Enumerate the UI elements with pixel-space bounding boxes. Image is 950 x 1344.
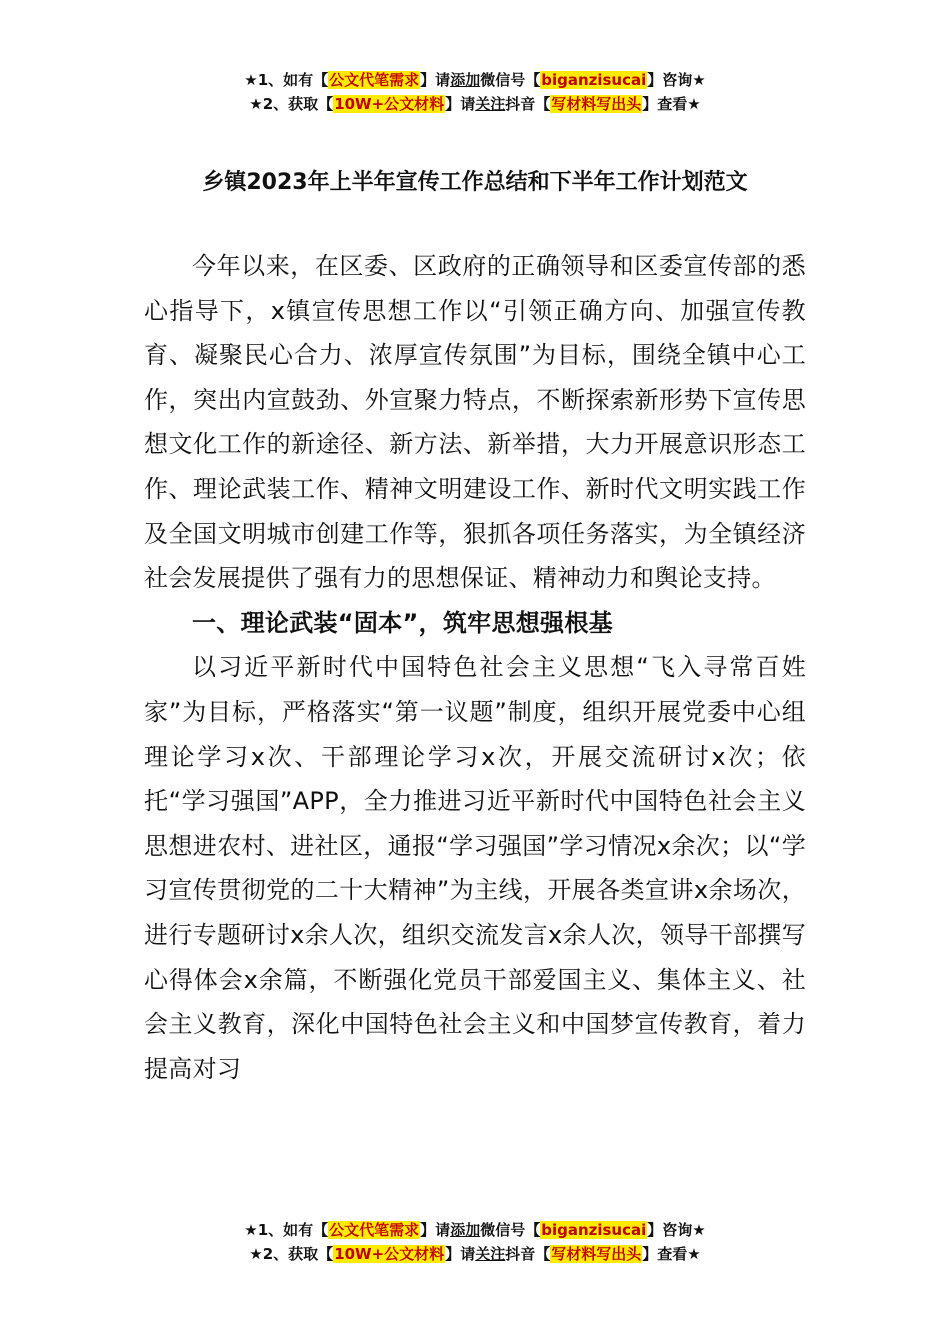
highlight-douyin: 写材料写出头 [551,1245,642,1263]
document-body [144,244,806,1091]
paragraph-section-1: 以习近平新时代中国特色社会主义思想“飞入寻常百姓家”为目标，严格落实“第一议题”制度，组织开展党委中心组理论学习x次、干部理论学习x次，开展交流研讨x次；依托“学习强国”APP，全力推进习近平新时代中国特色社会主义思想进农村、进社区，通报“学习强国”学习情况x余次；以“学习宣传贯彻党的二十大精神”为主线，开展各类宣讲x余场次，进行专题研讨x余人次，组织交流发言x余人次，领导干部撰写心得体会x余篇，不断强化党员干部爱国主义、集体主义、社会主义教育，深化中国特色社会主义和中国梦宣传教育，着力提高对习 [144,653,806,1083]
highlight-wechat-id: biganzisucai [541,71,647,89]
highlight-service: 公文代笔需求 [329,1221,420,1239]
highlight-douyin: 写材料写出头 [551,95,642,113]
promo-line-2: ★2、获取【10W+公文材料】请关注抖音【写材料写出头】查看★ [249,1245,701,1263]
promo-line-1: ★1、如有【公文代笔需求】请添加微信号【biganzisucai】咨询★ [244,71,706,89]
document-title: 乡镇2023年上半年宣传工作总结和下半年工作计划范文 [202,170,748,195]
promo-line-1: ★1、如有【公文代笔需求】请添加微信号【biganzisucai】咨询★ [244,1221,706,1239]
highlight-wechat-id: biganzisucai [541,1221,647,1239]
highlight-service: 公文代笔需求 [329,71,420,89]
highlight-materials: 10W+公文材料 [334,1245,445,1263]
promo-line-2: ★2、获取【10W+公文材料】请关注抖音【写材料写出头】查看★ [249,95,701,113]
section-heading-1: 一、理论武装“固本”，筑牢思想强根基 [192,608,613,637]
highlight-materials: 10W+公文材料 [334,95,445,113]
paragraph-intro: 今年以来，在区委、区政府的正确领导和区委宣传部的悉心指导下，x镇宣传思想工作以“引领正确方向、加强宣传教育、凝聚民心合力、浓厚宣传氛围”为目标，围绕全镇中心工作，突出内宣鼓劲、外宣聚力特点，不断探索新形势下宣传思想文化工作的新途径、新方法、新举措，大力开展意识形态工作、理论武装工作、精神文明建设工作、新时代文明实践工作及全国文明城市创建工作等，狠抓各项任务落实，为全镇经济社会发展提供了强有力的思想保证、精神动力和舆论支持。 [144,252,806,593]
header-promo-banner [0,68,950,116]
footer-promo-banner [0,1218,950,1266]
